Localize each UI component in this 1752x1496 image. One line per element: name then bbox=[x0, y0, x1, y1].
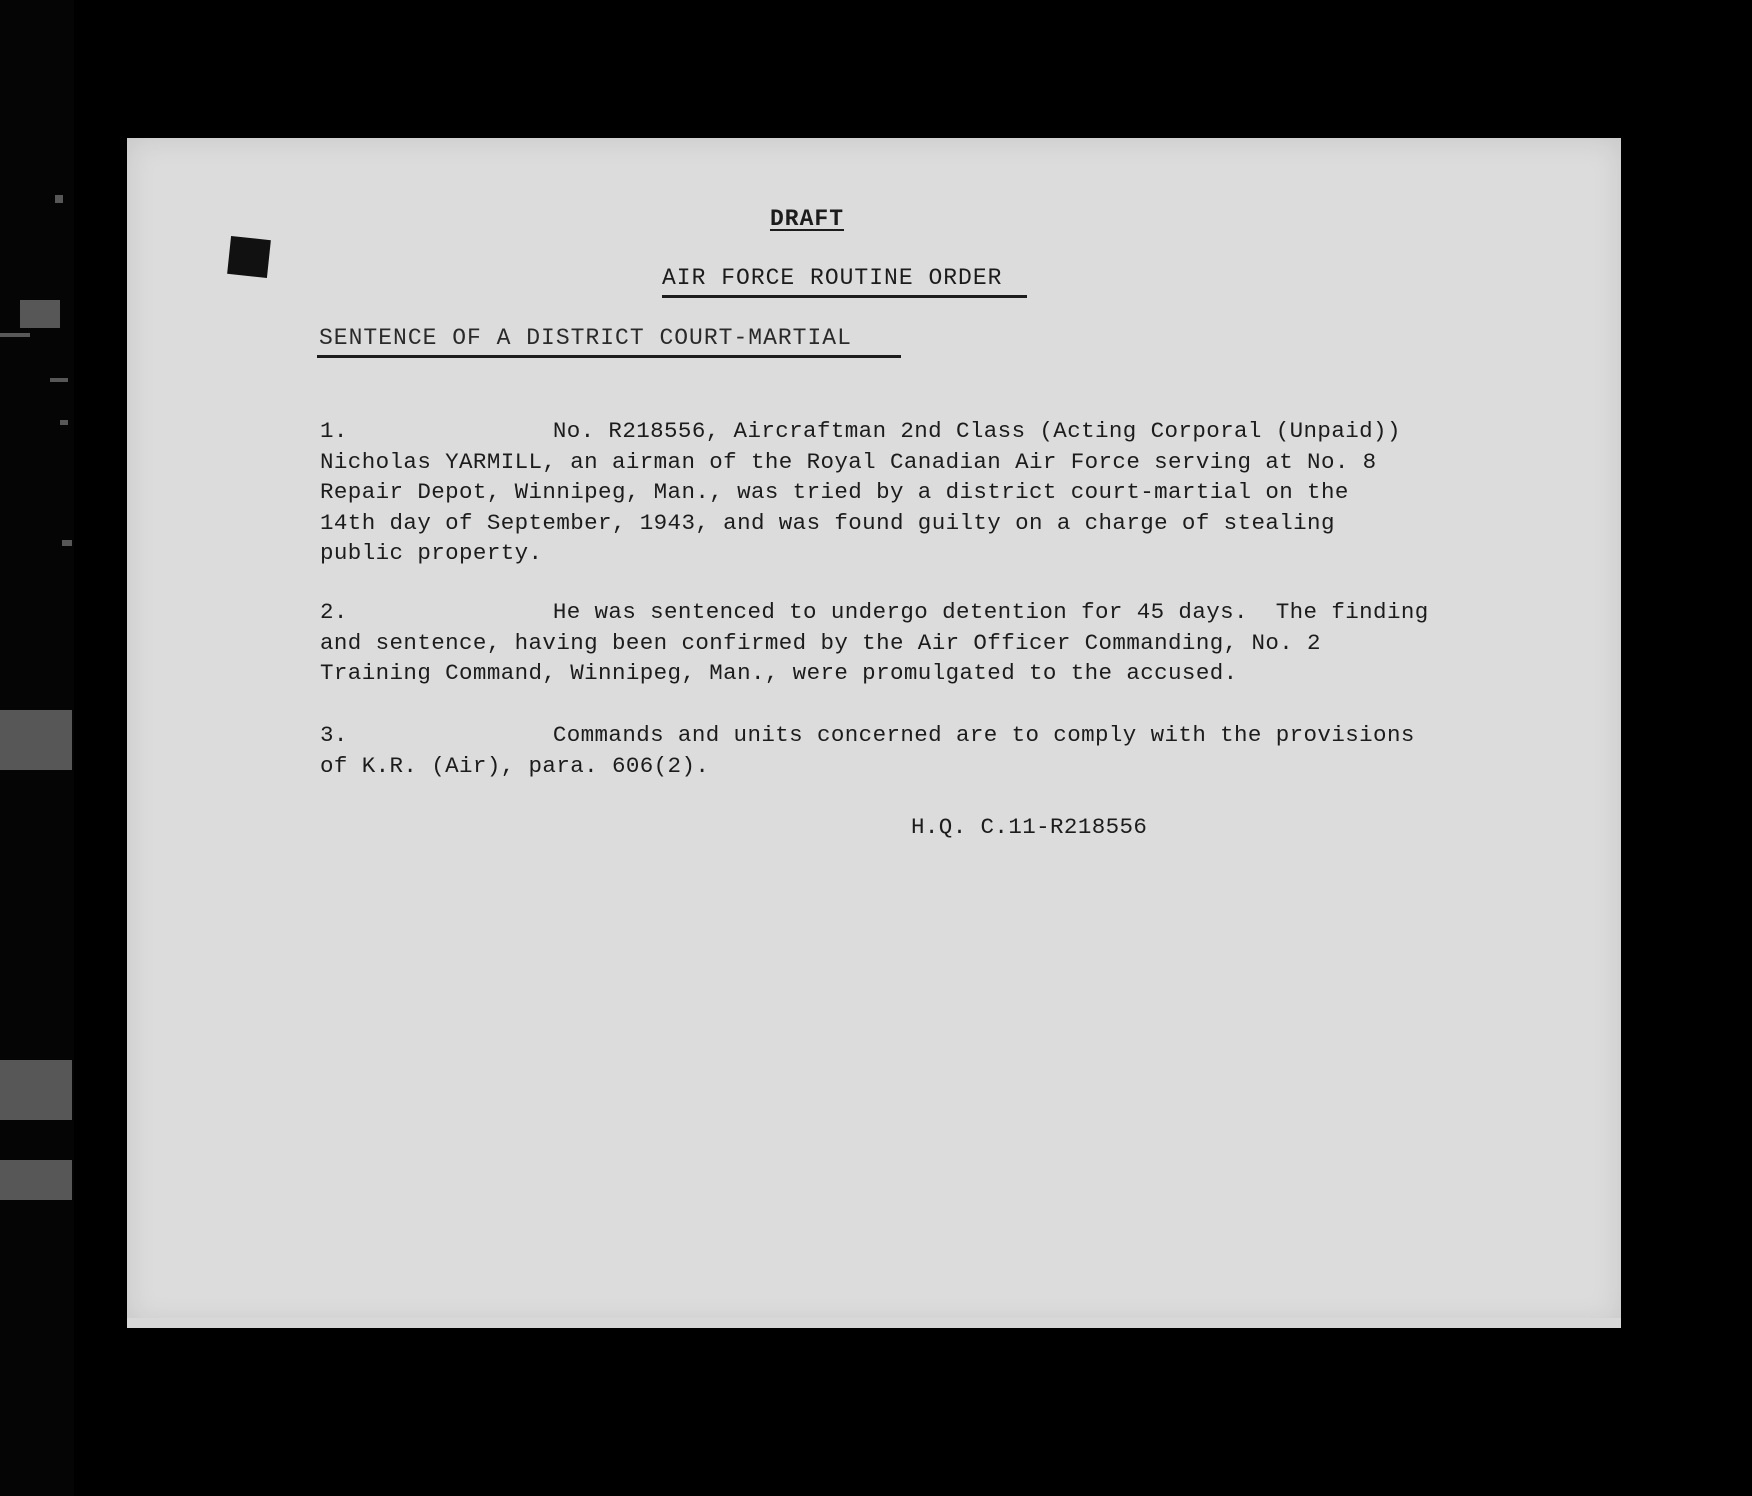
film-edge-mark bbox=[62, 540, 72, 546]
order-title-underline bbox=[662, 295, 1027, 298]
sentence-title: SENTENCE OF A DISTRICT COURT-MARTIAL bbox=[319, 325, 852, 351]
punch-hole bbox=[227, 236, 271, 278]
film-edge-strip bbox=[0, 0, 74, 1496]
paragraph-3 bbox=[320, 720, 1560, 781]
paragraph-first-line bbox=[320, 416, 1560, 447]
paragraph-line: Nicholas YARMILL, an airman of the Royal Canadian Air Force serving at No. 8 bbox=[320, 448, 1377, 475]
paragraph-line: Training Command, Winnipeg, Man., were promulgated to the accused. bbox=[320, 660, 1238, 686]
paragraph-line: of K.R. (Air), para. 606(2). bbox=[320, 752, 710, 779]
film-edge-mark bbox=[0, 1060, 72, 1120]
film-edge-mark bbox=[0, 710, 72, 770]
draft-label: DRAFT bbox=[770, 206, 845, 232]
paragraph-line: and sentence, having been confirmed by the Air Officer Commanding, No. 2 bbox=[320, 629, 1321, 656]
paragraph-number: 1. bbox=[320, 418, 348, 444]
film-edge-mark bbox=[20, 300, 60, 328]
paragraph-line: Repair Depot, Winnipeg, Man., was tried by a district court-martial on the bbox=[320, 479, 1349, 505]
film-edge-mark bbox=[0, 1160, 72, 1200]
paragraph-line: 14th day of September, 1943, and was found guilty on a charge of stealing bbox=[320, 509, 1335, 536]
paragraph-line: Commands and units concerned are to comply with the provisions bbox=[552, 722, 1415, 748]
paragraph-2 bbox=[320, 597, 1560, 689]
film-edge-mark bbox=[50, 378, 68, 382]
order-title: AIR FORCE ROUTINE ORDER bbox=[662, 265, 1003, 291]
file-reference: H.Q. C.11-R218556 bbox=[911, 814, 1148, 840]
paragraph-line: public property. bbox=[320, 540, 543, 566]
paragraph-number: 2. bbox=[320, 599, 348, 625]
paragraph-line: He was sentenced to undergo detention for 45 days. The finding bbox=[552, 599, 1429, 625]
paragraph-number: 3. bbox=[320, 722, 348, 748]
sentence-title-underline bbox=[317, 355, 901, 358]
paragraph-1 bbox=[320, 416, 1560, 569]
paragraph-first-line bbox=[320, 597, 1560, 628]
film-edge-mark bbox=[60, 420, 68, 425]
paragraph-first-line bbox=[320, 720, 1560, 751]
paragraph-line: No. R218556, Aircraftman 2nd Class (Acting Corporal (Unpaid)) bbox=[552, 418, 1401, 444]
film-edge-mark bbox=[55, 195, 63, 203]
document-page bbox=[127, 138, 1621, 1324]
paper-bottom-edge bbox=[127, 1318, 1621, 1328]
film-edge-mark bbox=[0, 333, 30, 337]
